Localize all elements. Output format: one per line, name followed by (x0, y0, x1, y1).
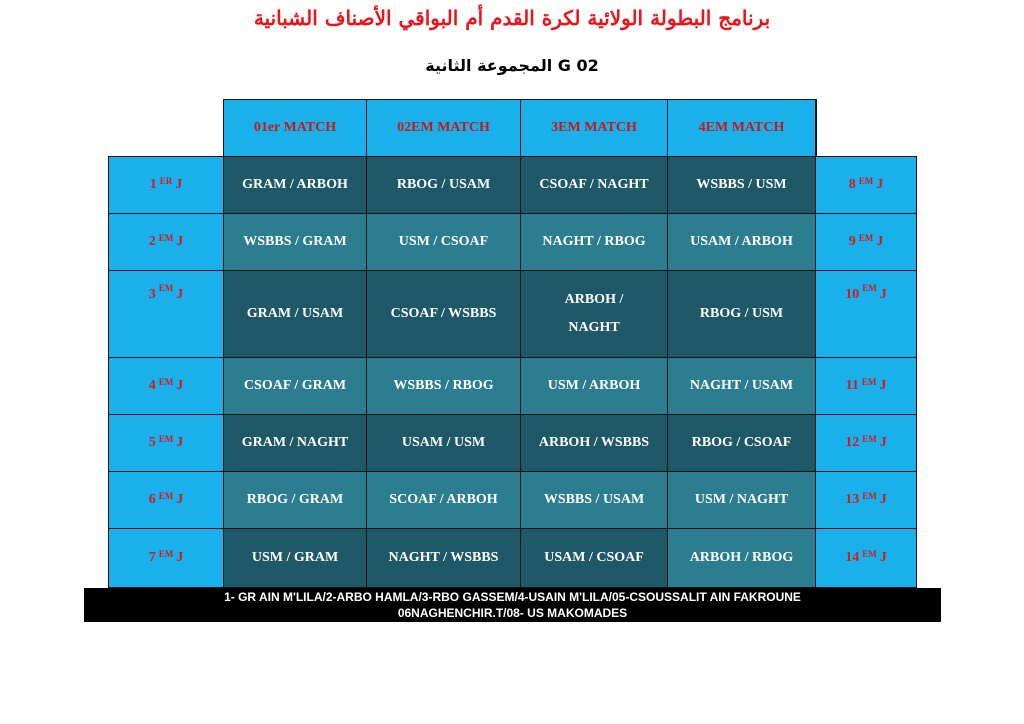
matchday-left-label (108, 213, 224, 271)
match-cell: RBOG / GRAM (223, 471, 367, 529)
matchday-left-label (108, 471, 224, 529)
matchday-number: 3 (148, 287, 156, 302)
match-cell: WSBBS / USAM (520, 471, 668, 529)
matchday-suffix: J (176, 492, 184, 507)
matchday-number: 4 (148, 378, 156, 393)
match-cell: USM / GRAM (223, 528, 367, 588)
match-cell: RBOG / USAM (366, 156, 521, 214)
matchday-left-label (108, 156, 224, 214)
matchday-left-label (108, 270, 224, 358)
matchday-number: 13 (845, 492, 860, 507)
matchday-suffix: J (876, 177, 884, 192)
matchday-number: 11 (845, 378, 859, 393)
match-cell: CSOAF / GRAM (223, 357, 367, 415)
match-cell: WSBBS / RBOG (366, 357, 521, 415)
match-cell: ARBOH / RBOG (667, 528, 816, 588)
matchday-number: 5 (148, 435, 156, 450)
matchday-suffix: J (876, 234, 884, 249)
matchday-number: 9 (848, 234, 856, 249)
matchday-suffix: J (175, 177, 183, 192)
matchday-ordinal: EM (862, 283, 877, 293)
matchday-right-label (815, 414, 917, 472)
matchday-suffix: J (176, 550, 184, 565)
match-cell: USM / NAGHT (667, 471, 816, 529)
match-cell: RBOG / CSOAF (667, 414, 816, 472)
match-cell: ARBOH / WSBBS (520, 414, 668, 472)
match-cell: CSOAF / NAGHT (520, 156, 668, 214)
match-cell: GRAM / NAGHT (223, 414, 367, 472)
matchday-ordinal: EM (158, 283, 174, 293)
matchday-ordinal: EM (158, 233, 174, 243)
matchday-right-label (815, 156, 917, 214)
match-cell: NAGHT / USAM (667, 357, 816, 415)
matchday-left-label (108, 528, 224, 588)
group-code: G 02 (557, 56, 599, 75)
match-cell: USM / CSOAF (366, 213, 521, 271)
matchday-suffix: J (879, 492, 887, 507)
matchday-ordinal: EM (158, 491, 174, 501)
matchday-ordinal: EM (858, 233, 874, 243)
group-title-arabic: المجموعة الثانية (425, 56, 553, 75)
match-cell: NAGHT / RBOG (520, 213, 668, 271)
matchday-ordinal: ER (159, 176, 173, 186)
team-legend-line-1: 1- GR AIN M'LILA/2-ARBO HAMLA/3-RBO GASSEM/4-USAIN M'LILA/05-CSOUSSALIT AIN FAKROUNE (224, 590, 801, 604)
team-legend (84, 588, 941, 622)
matchday-left-label (108, 357, 224, 415)
matchday-right-label (815, 528, 917, 588)
matchday-ordinal: EM (858, 176, 874, 186)
matchday-number: 12 (845, 435, 860, 450)
match-cell: SCOAF / ARBOH (366, 471, 521, 529)
match-cell: USAM / CSOAF (520, 528, 668, 588)
match-column-header: 02EM MATCH (366, 99, 521, 157)
match-cell: CSOAF / WSBBS (366, 270, 521, 358)
matchday-right-label (815, 213, 917, 271)
matchday-ordinal: EM (158, 549, 174, 559)
match-column-header: 3EM MATCH (520, 99, 668, 157)
match-cell: WSBBS / GRAM (223, 213, 367, 271)
matchday-suffix: J (879, 550, 887, 565)
match-column-header: 4EM MATCH (667, 99, 816, 157)
matchday-suffix: J (176, 435, 184, 450)
match-cell: ARBOH / NAGHT (520, 270, 668, 358)
match-column-header: 01er MATCH (223, 99, 367, 157)
team-legend-line-2: 06NAGHENCHIR.T/08- US MAKOMADES (397, 606, 628, 620)
page-title: برنامج البطولة الولائية لكرة القدم أم البواقي الأصناف الشبانية (253, 6, 771, 30)
matchday-number: 14 (845, 550, 860, 565)
matchday-ordinal: EM (861, 377, 877, 387)
matchday-suffix: J (176, 287, 184, 302)
matchday-number: 1 (149, 177, 157, 192)
matchday-right-label (815, 357, 917, 415)
group-title (0, 56, 1024, 75)
matchday-suffix: J (176, 378, 184, 393)
match-cell: USAM / ARBOH (667, 213, 816, 271)
matchday-number: 6 (148, 492, 156, 507)
matchday-left-label (108, 414, 224, 472)
match-cell: NAGHT / WSBBS (366, 528, 521, 588)
matchday-ordinal: EM (862, 491, 877, 501)
matchday-ordinal: EM (158, 434, 174, 444)
matchday-right-label (815, 471, 917, 529)
matchday-right-label (815, 270, 917, 358)
matchday-suffix: J (879, 378, 887, 393)
matchday-suffix: J (879, 435, 887, 450)
match-cell: GRAM / ARBOH (223, 156, 367, 214)
matchday-ordinal: EM (862, 549, 877, 559)
match-cell: USM / ARBOH (520, 357, 668, 415)
matchday-ordinal: EM (862, 434, 877, 444)
match-cell: RBOG / USM (667, 270, 816, 358)
matchday-number: 2 (148, 234, 156, 249)
matchday-number: 7 (148, 550, 156, 565)
matchday-ordinal: EM (158, 377, 174, 387)
matchday-number: 10 (845, 287, 860, 302)
matchday-suffix: J (176, 234, 184, 249)
match-cell: WSBBS / USM (667, 156, 816, 214)
matchday-number: 8 (848, 177, 856, 192)
match-cell: GRAM / USAM (223, 270, 367, 358)
matchday-suffix: J (879, 287, 887, 302)
header-empty-cell (815, 99, 817, 157)
match-cell: USAM / USM (366, 414, 521, 472)
